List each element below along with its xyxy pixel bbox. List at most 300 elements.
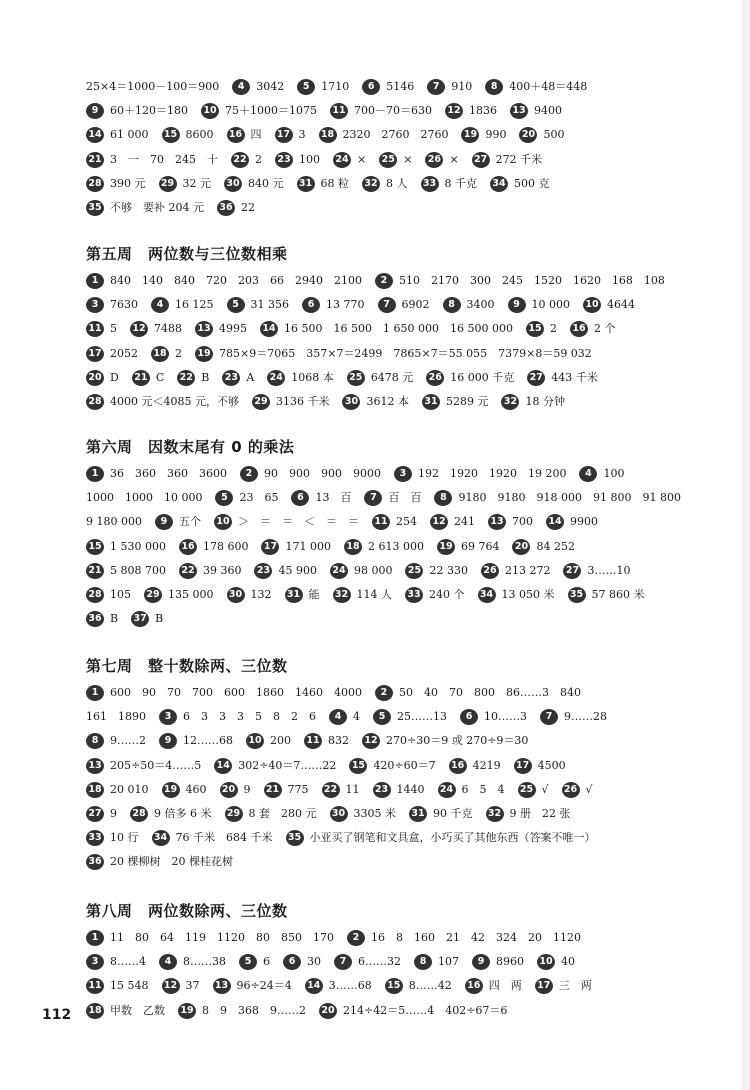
answer-item [261, 535, 331, 559]
question-number-badge: 21 [264, 782, 282, 798]
answer-line [86, 754, 722, 778]
answer-text: 7630 [110, 298, 138, 312]
answer-text: 192 1920 1920 19 200 [417, 467, 567, 480]
question-number-badge: 27 [527, 370, 545, 386]
section-title: 第五周 两位数与三位数相乘 [86, 245, 288, 263]
answer-line [86, 999, 722, 1023]
answer-item [461, 123, 506, 147]
answer-item [86, 99, 188, 123]
answer-item [322, 778, 360, 802]
answer-item [86, 462, 227, 486]
answer-item [152, 826, 273, 850]
question-number-badge: 24 [333, 152, 351, 168]
question-number-badge: 22 [179, 563, 197, 579]
question-number-badge: 31 [285, 587, 303, 603]
answer-text: 4219 [472, 758, 501, 772]
answer-text: 700 [511, 515, 533, 529]
answer-item [372, 510, 417, 534]
answer-text: 13 百 [315, 491, 352, 505]
answer-item [501, 390, 565, 414]
answer-text: 1068 本 [291, 370, 334, 384]
answer-item [214, 754, 336, 778]
answer-line [86, 366, 722, 390]
answer-item [86, 607, 118, 631]
question-number-badge: 29 [159, 176, 177, 192]
answer-section [86, 75, 722, 220]
answer-item [260, 317, 513, 341]
answer-text: 61 000 [110, 128, 149, 142]
question-number-badge: 2 [347, 930, 365, 946]
answer-item [86, 317, 117, 341]
answer-item [264, 778, 309, 802]
answer-item [240, 462, 381, 486]
question-number-badge: 29 [144, 587, 162, 603]
question-number-badge: 19 [195, 346, 213, 362]
question-number-badge: 3 [86, 954, 104, 970]
question-number-badge: 24 [267, 370, 285, 386]
question-number-badge: 29 [252, 394, 270, 410]
answer-text: 9900 [569, 515, 598, 529]
answer-text: 460 [185, 782, 207, 796]
answer-text: 三 两 [558, 979, 592, 993]
answer-text: 270÷30＝9 或 270÷9＝30 [386, 734, 529, 748]
question-number-badge: 11 [304, 733, 322, 749]
answer-item [254, 559, 317, 583]
answer-text: 96÷24＝4 [236, 979, 292, 993]
answer-item [275, 148, 320, 172]
question-number-badge: 26 [425, 152, 443, 168]
question-number-badge: 2 [240, 466, 258, 482]
question-number-badge: 4 [151, 297, 169, 313]
answer-item [563, 559, 630, 583]
section-title: 第八周 两位数除两、三位数 [86, 902, 288, 920]
answer-item [562, 778, 593, 802]
answer-text: 3400 [466, 298, 495, 312]
question-number-badge: 30 [224, 176, 242, 192]
question-number-badge: 28 [86, 587, 104, 603]
question-number-badge: 12 [162, 978, 180, 994]
answer-text: 4500 [537, 758, 566, 772]
answer-text: B [201, 370, 210, 384]
answer-text: 39 360 [202, 563, 242, 577]
answer-text: 9 倍多 6 米 [154, 806, 212, 820]
answer-line [86, 535, 722, 559]
answer-text: 500 [543, 128, 565, 142]
answer-text: 40 [561, 955, 575, 969]
question-number-badge: 18 [86, 782, 104, 798]
answer-text: A [246, 370, 255, 384]
answer-text: 2052 [110, 346, 138, 360]
answer-item [364, 486, 421, 510]
answer-item [427, 75, 472, 99]
answer-item [159, 172, 212, 196]
question-number-badge: 10 [537, 954, 555, 970]
answer-item [508, 293, 571, 317]
question-number-badge: 19 [437, 539, 455, 555]
question-number-badge: 1 [86, 466, 104, 482]
answer-text: 45 900 [278, 563, 317, 577]
answer-text: √ [585, 782, 593, 796]
answer-text: 107 [438, 955, 459, 969]
answer-item [426, 366, 514, 390]
answer-text: 3612 本 [366, 394, 409, 408]
question-number-badge: 8 [443, 297, 461, 313]
answer-item [375, 269, 665, 293]
answer-text: 8 千克 [444, 176, 477, 190]
question-number-badge: 11 [372, 514, 390, 530]
answer-text: 6……32 [358, 955, 401, 969]
answer-text: 420÷60＝7 [373, 758, 436, 772]
answer-item [362, 75, 414, 99]
answer-section [86, 243, 722, 414]
answer-text: 5289 元 [445, 394, 489, 408]
answer-item [275, 123, 306, 147]
question-number-badge: 22 [231, 152, 249, 168]
answer-item [131, 607, 163, 631]
answer-text: 4644 [607, 298, 635, 312]
answer-text: 9……2 [110, 734, 146, 748]
question-number-badge: 25 [379, 152, 397, 168]
answer-item [510, 99, 562, 123]
answer-item [86, 123, 149, 147]
answer-text: 98 000 [353, 563, 393, 577]
answer-text: 四 [250, 128, 262, 142]
answer-text: × [403, 152, 413, 166]
answer-item [568, 583, 645, 607]
question-number-badge: 1 [86, 930, 104, 946]
answer-line [86, 342, 722, 366]
answer-text: 50 40 70 800 86……3 840 [398, 686, 581, 699]
answer-item [519, 123, 564, 147]
answer-line [86, 826, 722, 850]
answer-item [179, 535, 249, 559]
answer-item [86, 729, 146, 753]
answer-item [227, 123, 262, 147]
question-number-badge: 23 [373, 782, 391, 798]
answer-text: 25×4＝1000－100＝900 [86, 80, 220, 93]
answer-item [214, 510, 359, 534]
answer-item [86, 559, 166, 583]
answer-text: 390 元 [110, 176, 146, 190]
question-number-badge: 20 [519, 127, 537, 143]
question-number-badge: 1 [86, 685, 104, 701]
answer-text: 13 770 [326, 298, 365, 312]
answer-item [246, 729, 291, 753]
question-number-badge: 7 [378, 297, 396, 313]
answer-item [478, 583, 555, 607]
answer-text: 8 套 280 元 [248, 806, 317, 820]
question-number-badge: 7 [540, 709, 558, 725]
answer-item [86, 826, 139, 850]
answer-item [488, 510, 533, 534]
question-number-badge: 23 [275, 152, 293, 168]
answer-item [526, 317, 557, 341]
question-number-badge: 28 [86, 176, 104, 192]
answer-item [304, 729, 349, 753]
answer-item [159, 705, 316, 729]
answer-text: 100 [603, 467, 625, 480]
answer-section [86, 900, 722, 1023]
answer-text: 500 克 [514, 176, 550, 190]
question-number-badge: 7 [427, 79, 445, 95]
question-number-badge: 9 [159, 733, 177, 749]
question-number-badge: 18 [344, 539, 362, 555]
answer-item [86, 75, 219, 99]
answer-text: 3……10 [587, 563, 631, 577]
answer-line [86, 123, 722, 147]
question-number-badge: 3 [394, 466, 412, 482]
answer-text: 100 [299, 152, 320, 166]
answer-item [302, 293, 365, 317]
answer-item [518, 778, 549, 802]
answer-text: 6 5 4 [461, 782, 505, 796]
answer-item [86, 583, 131, 607]
answer-text: 18 分钟 [525, 394, 565, 408]
answer-item [330, 99, 432, 123]
question-number-badge: 25 [518, 782, 536, 798]
question-number-badge: 31 [297, 176, 315, 192]
answer-text: 6 [263, 955, 270, 969]
answer-line [86, 974, 722, 998]
answer-item [86, 926, 334, 950]
question-number-badge: 1 [86, 273, 104, 289]
answer-line [86, 559, 722, 583]
answer-item [449, 754, 501, 778]
answer-item [579, 462, 624, 486]
answer-item [225, 802, 317, 826]
question-number-badge: 17 [535, 978, 553, 994]
answer-text: 16 8 160 21 42 324 20 1120 [370, 931, 581, 944]
answer-line [86, 172, 722, 196]
answer-item [286, 826, 596, 850]
answer-item [438, 778, 505, 802]
question-number-badge: 21 [132, 370, 150, 386]
question-number-badge: 30 [342, 394, 360, 410]
answer-text: 90 900 900 9000 [263, 467, 381, 480]
question-number-badge: 3 [86, 297, 104, 313]
question-number-badge: 15 [162, 127, 180, 143]
question-number-badge: 19 [178, 1003, 196, 1019]
answer-item [481, 559, 551, 583]
question-number-badge: 14 [214, 758, 232, 774]
answer-text: 785×9＝7065 357×7＝2499 7865×7＝55 055 7379×8＝59 032 [219, 346, 592, 360]
question-number-badge: 22 [322, 782, 340, 798]
answer-text: 2 个 [593, 322, 616, 336]
question-number-badge: 10 [246, 733, 264, 749]
answer-text: 6478 元 [370, 370, 414, 384]
answer-text: 105 [110, 587, 131, 601]
question-number-badge: 17 [514, 758, 532, 774]
question-number-badge: 6 [302, 297, 320, 313]
answer-text: 10……3 [484, 710, 527, 724]
answer-item [220, 778, 251, 802]
answer-item [546, 510, 598, 534]
answer-text: 6 3 3 3 5 8 2 6 [183, 710, 316, 724]
answer-text: 213 272 [504, 563, 551, 577]
answer-text: 161 1890 [86, 710, 146, 724]
answer-text: 16 500 16 500 1 650 000 16 500 000 [284, 322, 513, 336]
answer-text: 832 [328, 734, 349, 748]
answer-text: 9……28 [564, 710, 607, 724]
answer-item [215, 486, 278, 510]
question-number-badge: 11 [86, 978, 104, 994]
question-number-badge: 12 [445, 103, 463, 119]
question-number-badge: 19 [461, 127, 479, 143]
answer-line [86, 462, 722, 486]
question-number-badge: 6 [283, 954, 301, 970]
answer-item [86, 342, 138, 366]
answer-item [151, 342, 182, 366]
answer-item [342, 390, 409, 414]
question-number-badge: 36 [86, 611, 104, 627]
question-number-badge: 17 [275, 127, 293, 143]
answer-item [329, 705, 360, 729]
answer-item [490, 172, 550, 196]
question-number-badge: 9 [472, 954, 490, 970]
answer-text: 31 356 [250, 298, 289, 312]
answer-text: 4995 [219, 322, 247, 336]
answer-item [224, 172, 284, 196]
answer-item [425, 148, 458, 172]
answer-item [421, 172, 478, 196]
answer-section [86, 655, 722, 875]
answer-item [86, 486, 202, 510]
question-number-badge: 15 [86, 539, 104, 555]
answer-item [213, 974, 292, 998]
answer-item [144, 583, 214, 607]
question-number-badge: 4 [232, 79, 250, 95]
answer-item [385, 974, 452, 998]
question-number-badge: 32 [486, 806, 504, 822]
answer-item [86, 196, 204, 220]
answer-text: 240 个 [429, 587, 465, 601]
answer-text: 990 [485, 128, 507, 142]
answer-text: 8960 [496, 955, 524, 969]
answer-item [472, 148, 543, 172]
question-number-badge: 25 [347, 370, 365, 386]
answer-item [514, 754, 566, 778]
answer-text: 9 册 22 张 [509, 806, 571, 820]
answer-item [319, 123, 449, 147]
answer-item [333, 583, 393, 607]
answer-item [86, 778, 149, 802]
answer-item [201, 99, 317, 123]
answer-text: 5146 [386, 80, 415, 93]
answer-item [177, 366, 209, 390]
answer-text: 840 元 [248, 176, 284, 190]
answer-text: 3 [298, 128, 306, 142]
question-number-badge: 27 [86, 806, 104, 822]
answer-text: 7488 [154, 322, 182, 336]
answer-text: 不够 要补 204 元 [110, 200, 204, 214]
answer-line [86, 148, 722, 172]
page-edge-shade [742, 0, 750, 1090]
question-number-badge: 20 [220, 782, 238, 798]
answer-text: 10 000 [531, 298, 570, 312]
question-number-badge: 35 [568, 587, 586, 603]
answer-item [86, 705, 146, 729]
question-number-badge: 32 [362, 176, 380, 192]
question-number-badge: 11 [330, 103, 348, 119]
answer-text: 百 百 [388, 491, 422, 505]
question-number-badge: 20 [319, 1003, 337, 1019]
answer-item [333, 148, 366, 172]
answer-item [162, 123, 214, 147]
answer-item [86, 148, 218, 172]
question-number-badge: 7 [364, 490, 382, 506]
answer-item [379, 148, 412, 172]
answer-text: 16 000 千克 [450, 370, 515, 384]
question-number-badge: 9 [86, 103, 104, 119]
answer-text: 214÷42＝5……4 402÷67＝6 [343, 1003, 508, 1017]
answer-text: 3042 [256, 80, 285, 93]
answer-item [86, 681, 362, 705]
question-number-badge: 15 [385, 978, 403, 994]
answer-item [162, 974, 200, 998]
answer-line [86, 729, 722, 753]
question-number-badge: 16 [449, 758, 467, 774]
answer-item [330, 802, 397, 826]
answer-item [394, 462, 566, 486]
question-number-badge: 9 [155, 514, 173, 530]
answer-item [267, 366, 334, 390]
answer-text: 13 050 米 [501, 587, 555, 601]
question-number-badge: 15 [526, 321, 544, 337]
answer-text: 2 [255, 152, 262, 166]
question-number-badge: 8 [414, 954, 432, 970]
answer-text: 3 一 70 245 十 [110, 152, 218, 166]
answer-text: 16 125 [175, 298, 214, 312]
answer-item [334, 950, 401, 974]
answer-text: 2 [549, 322, 557, 336]
question-number-badge: 10 [201, 103, 219, 119]
question-number-badge: 6 [460, 709, 478, 725]
answer-item [239, 950, 270, 974]
answer-text: 272 千米 [495, 152, 543, 166]
answer-text: 1000 1000 10 000 [86, 491, 203, 505]
question-number-badge: 9 [508, 297, 526, 313]
answer-item [195, 317, 247, 341]
answer-text: 2320 2760 2760 [342, 128, 449, 142]
answer-item [349, 754, 435, 778]
answer-item [86, 269, 362, 293]
answer-item [130, 317, 182, 341]
question-number-badge: 35 [286, 830, 304, 846]
question-number-badge: 33 [86, 830, 104, 846]
answer-text: 11 80 64 119 1120 80 850 170 [110, 931, 334, 944]
answer-item [540, 705, 607, 729]
answer-text: 小亚买了钢笔和文具盒，小巧买了其他东西（答案不唯一） [309, 831, 596, 845]
answer-item [347, 926, 581, 950]
question-number-badge: 4 [579, 466, 597, 482]
answer-item [232, 75, 284, 99]
answer-text: 1710 [321, 80, 350, 93]
answer-item [86, 850, 233, 874]
question-number-badge: 21 [86, 152, 104, 168]
question-number-badge: 7 [334, 954, 352, 970]
answer-text: 600 90 70 700 600 1860 1460 4000 [110, 686, 362, 699]
answer-text: C [155, 370, 165, 384]
question-number-badge: 36 [217, 200, 235, 216]
answer-text: 5 808 700 [110, 563, 166, 577]
answer-item [297, 172, 350, 196]
answer-line [86, 75, 722, 99]
answer-text: 76 千米 684 千米 [175, 831, 273, 845]
answer-item [132, 366, 164, 390]
question-number-badge: 37 [131, 611, 149, 627]
answer-text: 90 千克 [433, 806, 473, 820]
answer-item [227, 583, 272, 607]
